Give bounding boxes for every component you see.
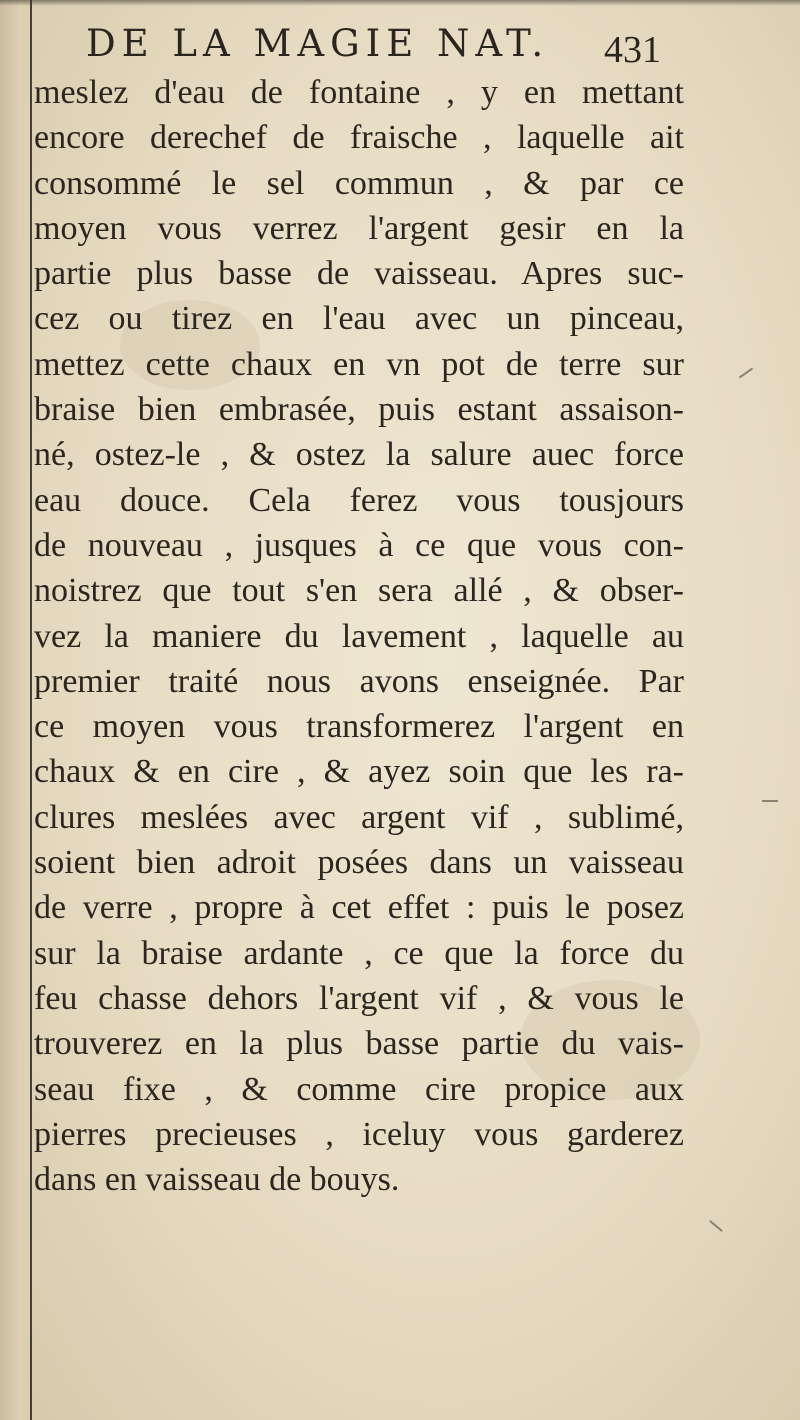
text-line: né, ostez-le , & ostez la salure auec force [34,436,684,474]
text-line: de verre , propre à cet effet : puis le posez [34,889,684,927]
text-line: meslez d'eau de fontaine , y en mettant [34,74,684,111]
text-line: consommé le sel commun , & par ce [34,164,684,202]
text-line: pierres precieuses , iceluy vous garderez [34,1115,684,1153]
page-number: 431 [604,29,661,71]
text-line: noistrez que tout s'en sera allé , & obser- [34,572,684,610]
text-line: clures meslées avec argent vif , sublimé, [34,798,684,836]
text-line: vez la maniere du lavement , laquelle au [34,617,684,655]
text-line: de nouveau , jusques à ce que vous con- [34,526,684,564]
page-gutter [0,0,34,1420]
text-line: sur la braise ardante , ce que la force du [34,934,684,972]
text-line: dans en vaisseau de bouys. [34,1161,400,1199]
text-line: cez ou tirez en l'eau avec un pinceau, [34,300,684,338]
body-text [34,70,684,1202]
running-title: DE LA MAGIE NAT. [86,22,550,65]
text-line: feu chasse dehors l'argent vif , & vous le [34,979,684,1017]
binding-edge [30,0,32,1420]
text-line: soient bien adroit posées dans un vaisseau [34,844,684,882]
margin-mark [762,800,778,802]
margin-mark [739,368,753,379]
margin-mark [709,1220,723,1232]
text-line: partie plus basse de vaisseau. Apres suc- [34,255,684,293]
text-line: premier traité nous avons enseignée. Par [34,662,684,700]
text-line: encore derechef de fraische , laquelle ait [34,119,684,157]
page-top-edge [0,0,800,6]
text-line: trouverez en la plus basse partie du vais- [34,1025,684,1063]
text-line: braise bien embrasée, puis estant assaison- [34,391,684,429]
text-line: seau fixe , & comme cire propice aux [34,1070,684,1108]
text-line: eau douce. Cela ferez vous tousjours [34,481,684,519]
text-line: moyen vous verrez l'argent gesir en la [34,209,684,247]
text-line: ce moyen vous transformerez l'argent en [34,708,684,746]
text-line: mettez cette chaux en vn pot de terre sur [34,345,684,383]
text-line: chaux & en cire , & ayez soin que les ra- [34,753,684,791]
